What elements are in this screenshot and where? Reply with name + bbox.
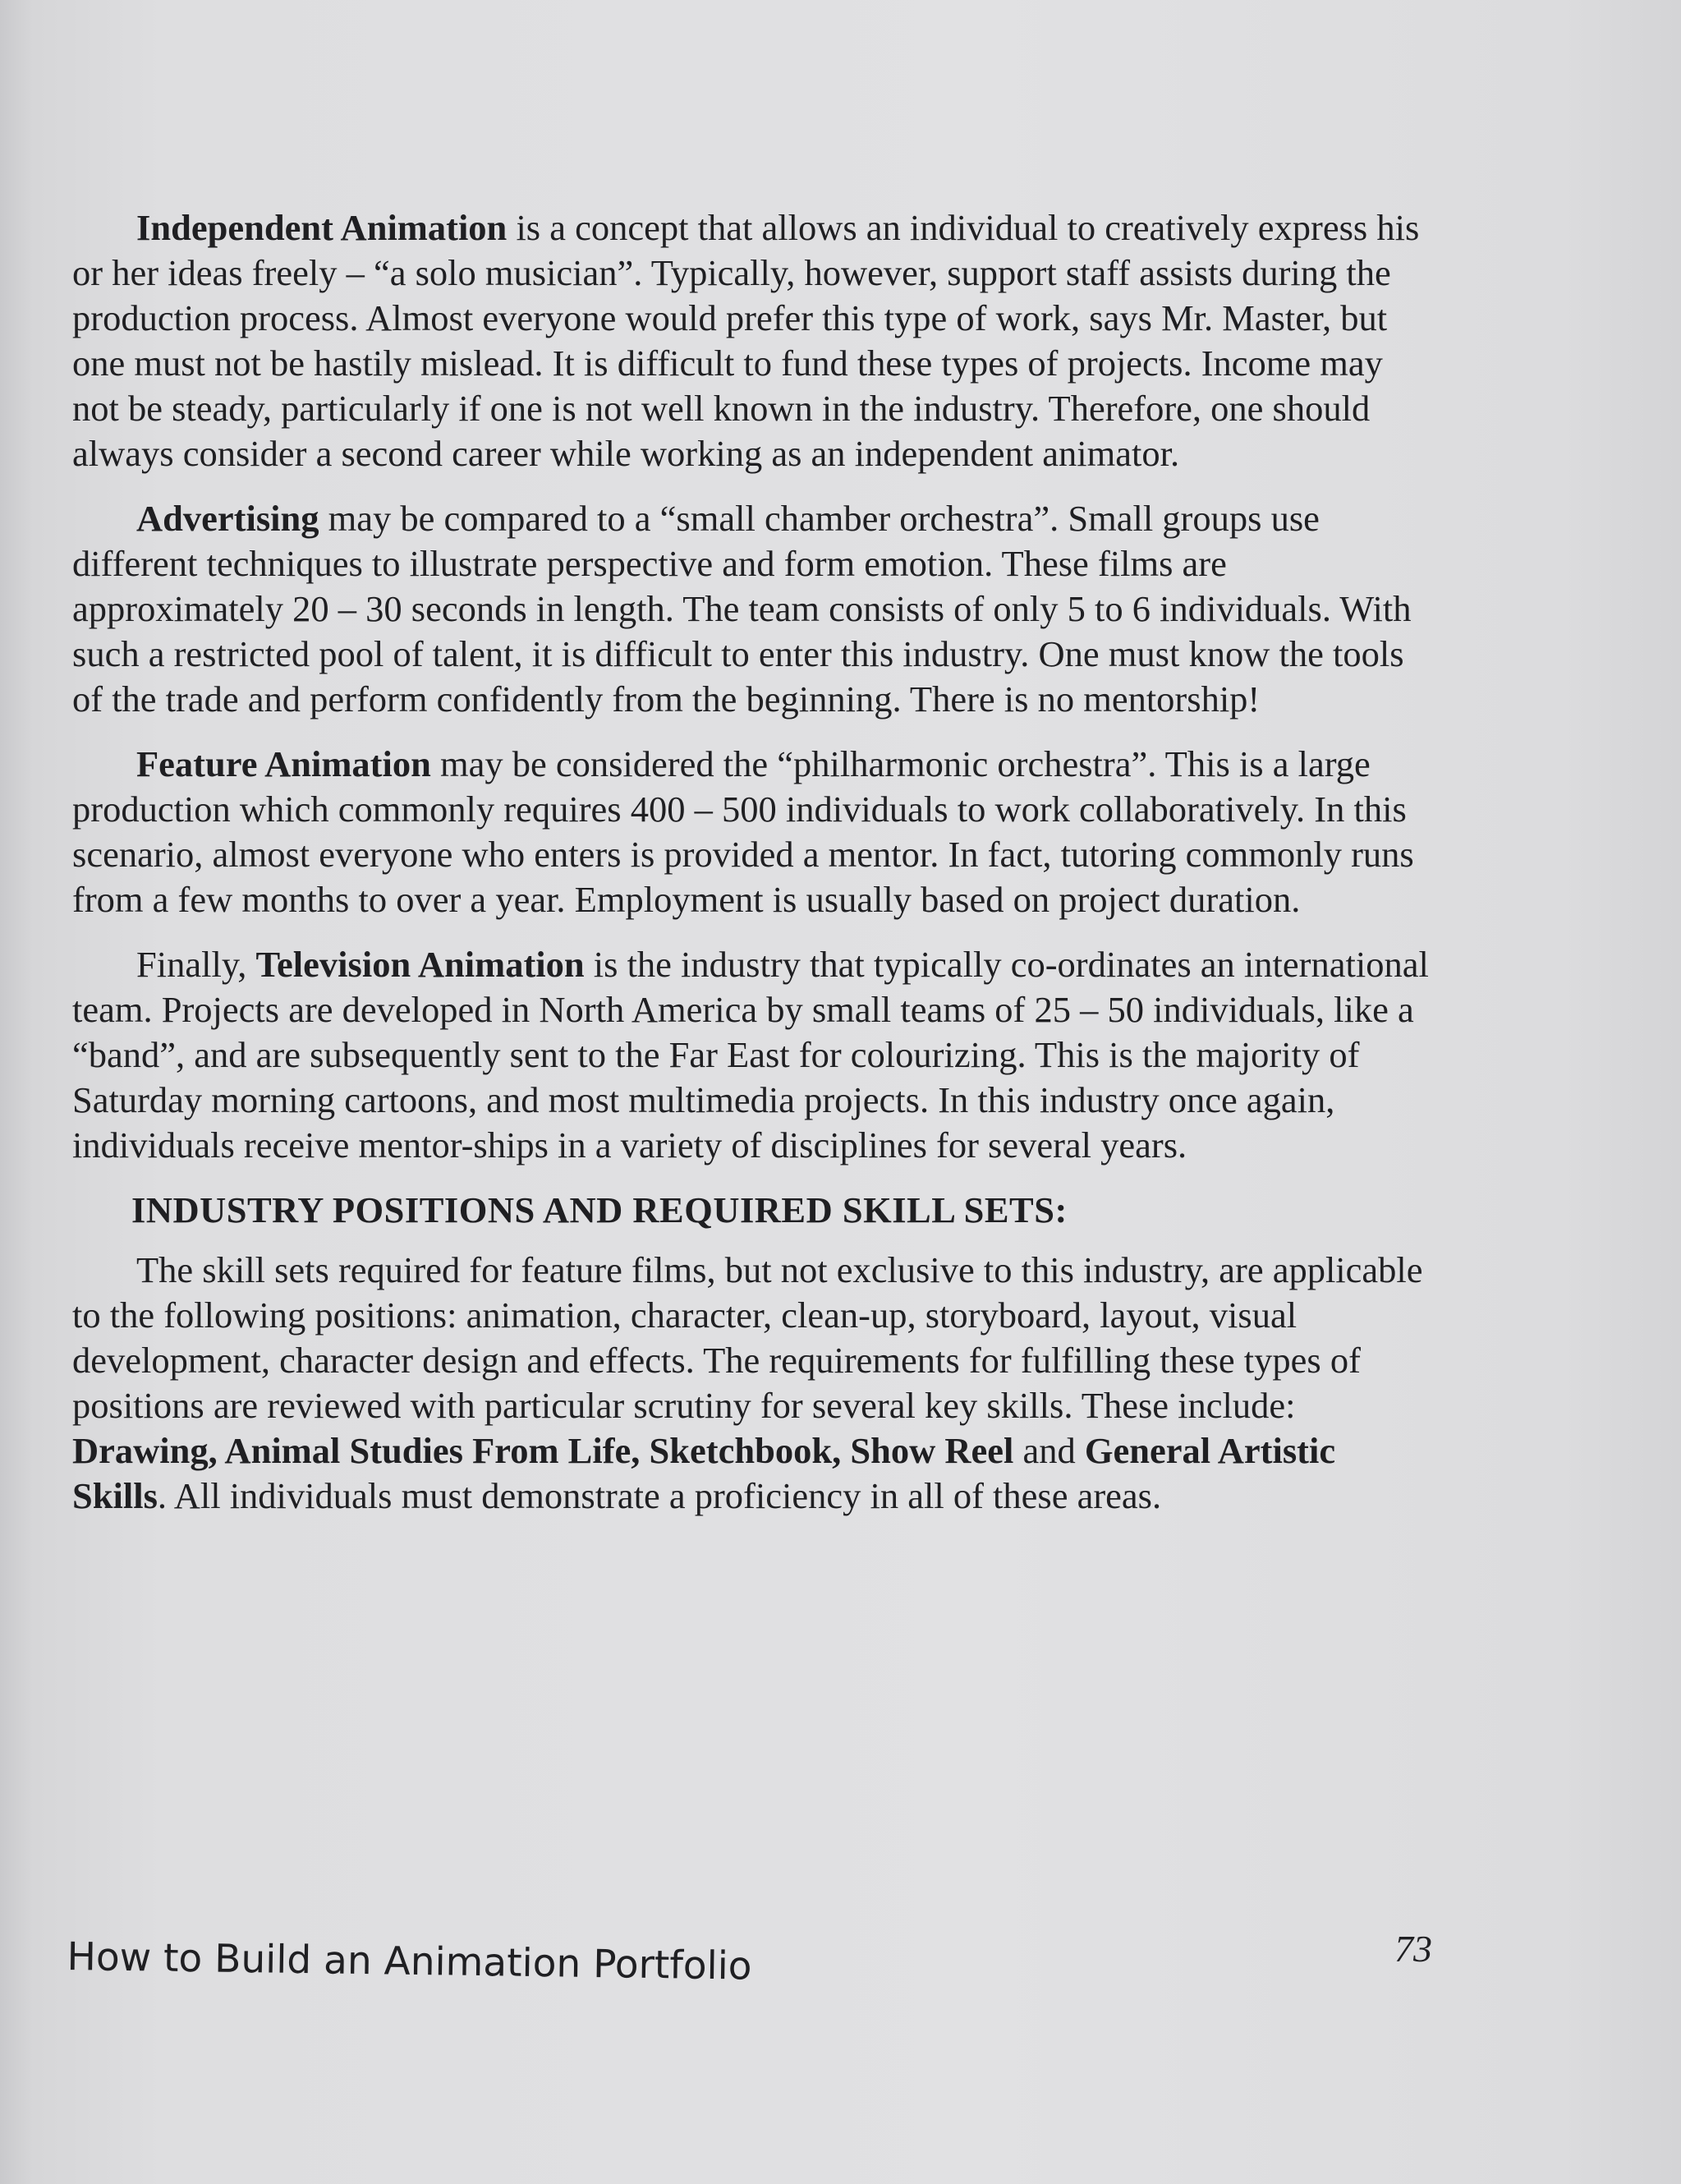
paragraph-feature-animation <box>72 742 1435 922</box>
paragraph-television-animation <box>72 942 1435 1168</box>
key-skill-general: General Artistic Skills <box>72 1430 1336 1516</box>
paragraph-intro: Finally, <box>136 944 256 985</box>
paragraph-independent-animation <box>72 205 1435 476</box>
running-footer-title: How to Build an Animation Portfolio <box>67 1934 752 1989</box>
term-independent-animation: Independent Animation <box>136 207 508 248</box>
paragraph-advertising <box>72 496 1435 722</box>
page-number: 73 <box>1394 1928 1432 1970</box>
paragraph-body: The skill sets required for feature films, but not exclusive to this industry, are applicable to the following positions: animation, character, clean-up, storyboard, layout, visual development, character design and effects. The requirements for fulfilling these types of positions are reviewed with particular scrutiny for several key skills. These include: <box>72 1249 1423 1426</box>
paragraph-body: may be compared to a “small chamber orchestra”. Small groups use different techniques to illustrate perspective and form emotion. These films are approximately 20 – 30 seconds in length. The team consists of only 5 to 6 individuals. With such a restricted pool of talent, it is difficult to enter this industry. One must know the tools of the trade and perform confidently from the beginning. There is no mentorship! <box>72 498 1412 720</box>
term-feature-animation: Feature Animation <box>136 743 431 784</box>
text-column <box>72 205 1435 1538</box>
section-heading: INDUSTRY POSITIONS AND REQUIRED SKILL SETS: <box>131 1189 1068 1230</box>
key-skills-list: Drawing, Animal Studies From Life, Sketchbook, Show Reel <box>72 1430 1014 1471</box>
paragraph-conjunction: and <box>1013 1430 1085 1471</box>
term-advertising: Advertising <box>136 498 319 539</box>
paragraph-body: is the industry that typically co-ordinates an international team. Projects are developed in North America by small teams of 25 – 50 individuals, like a “band”, and are subsequently sent to the Far East for colourizing. This is the majority of Saturday morning cartoons, and most multimedia projects. In this industry once again, individuals receive mentor-ships in a variety of disciplines for several years. <box>72 944 1429 1166</box>
term-television-animation: Television Animation <box>255 944 585 985</box>
paragraph-body-end: . All individuals must demonstrate a proficiency in all of these areas. <box>157 1475 1162 1516</box>
paragraph-skill-sets <box>72 1248 1435 1519</box>
paragraph-body: is a concept that allows an individual to creatively express his or her ideas freely – “a solo musician”. Typically, however, support staff assists during the production process. Almost everyone would prefer this type of work, says Mr. Master, but one must not be hastily mislead. It is difficult to fund these types of projects. Income may not be steady, particularly if one is not well known in the industry. Therefore, one should always consider a second career while working as an independent animator. <box>72 207 1420 474</box>
paragraph-body: may be considered the “philharmonic orchestra”. This is a large production which commonly requires 400 – 500 individuals to work collaboratively. In this scenario, almost everyone who enters is provided a mentor. In fact, tutoring commonly runs from a few months to over a year. Employment is usually based on project duration. <box>72 743 1414 920</box>
